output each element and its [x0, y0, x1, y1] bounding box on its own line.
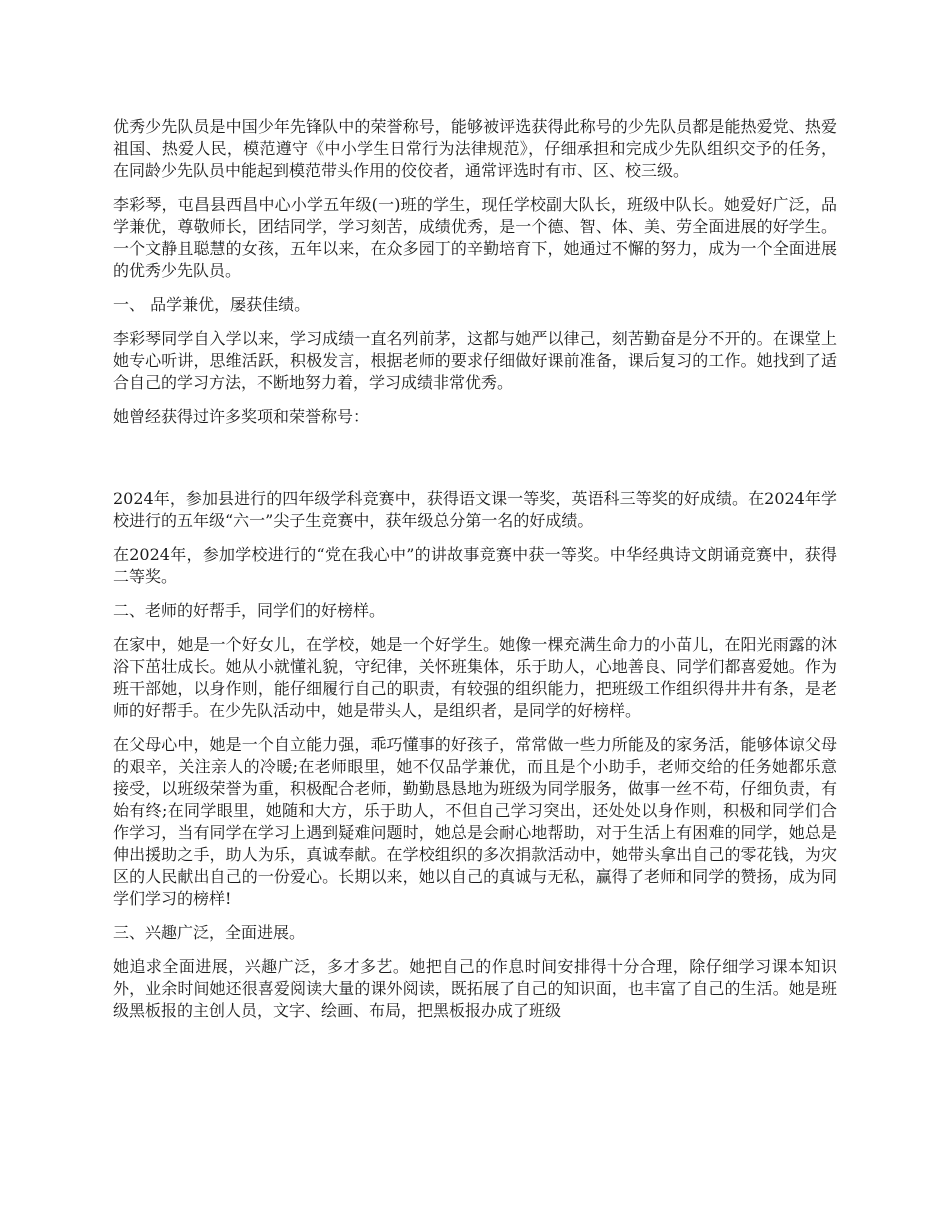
paragraph-award-1: 2024年，参加县进行的四年级学科竞赛中，获得语文课一等奖，英语科三等奖的好成绩。在2024年学校进行的五年级“六一”尖子生竞赛中，获年级总分第一名的好成绩。 [113, 489, 837, 530]
paragraph-study: 李彩琴同学自入学以来，学习成绩一直名列前茅，这都与她严以律己，刻苦勤奋是分不开的。在课堂上她专心听讲，思维活跃，积极发言，根据老师的要求仔细做好课前准备，课后复习的工作。她找到了适合自己的学习方法，不断地努力着，学习成绩非常优秀。 [113, 329, 837, 392]
paragraph-awards-intro: 她曾经获得过许多奖项和荣誉称号： [113, 407, 370, 426]
section-heading-2: 二、老师的好帮手，同学们的好榜样。 [113, 601, 386, 620]
section-heading-1: 一、 品学兼优，屡获佳绩。 [113, 295, 311, 314]
paragraph-profile: 李彩琴，屯昌县西昌中心小学五年级(一)班的学生，现任学校副大队长，班级中队长。她爱好广泛，品学兼优，尊敬师长，团结同学，学习刻苦，成绩优秀，是一个德、智、体、美、劳全面进展的好学生。一个文静且聪慧的女孩，五年以来，在众多园丁的辛勤培育下，她通过不懈的努力，成为一个全面进展的优秀少先队员。 [113, 195, 837, 280]
paragraph-role-model: 在父母心中，她是一个自立能力强，乖巧懂事的好孩子，常常做一些力所能及的家务活，能够体谅父母的艰辛，关注亲人的冷暖;在老师眼里，她不仅品学兼优，而且是个小助手，老师交给的任务她都乐意接受，以班级荣誉为重，积极配合老师，勤勤恳恳地为班级为同学服务，做事一丝不苟，仔细负责，有始有终;在同学眼里，她随和大方，乐于助人，不但自己学习突出，还处处以身作则，积极和同学们合作学习，当有同学在学习上遇到疑难问题时，她总是会耐心地帮助，对于生活上有困难的同学，她总是伸出援助之手，助人为乐，真诚奉献。在学校组织的多次捐款活动中，她带头拿出自己的零花钱，为灾区的人民献出自己的一份爱心。长期以来，她以自己的真诚与无私，赢得了老师和同学的赞扬，成为同学们学习的榜样! [113, 735, 837, 908]
paragraph-intro: 优秀少先队员是中国少年先锋队中的荣誉称号，能够被评选获得此称号的少先队员都是能热爱党、热爱祖国、热爱人民，模范遵守《中小学生日常行为法律规范》，仔细承担和完成少先队组织交予的任务，在同龄少先队员中能起到模范带头作用的佼佼者，通常评选时有市、区、校三级。 [113, 117, 837, 180]
paragraph-award-2: 在2024年，参加学校进行的“党在我心中”的讲故事竞赛中获一等奖。中华经典诗文朗诵竞赛中，获得二等奖。 [113, 545, 837, 586]
section-heading-3: 三、兴趣广泛，全面进展。 [113, 923, 306, 942]
document-body [113, 116, 837, 1034]
blank-gap [113, 440, 837, 488]
paragraph-interests: 她追求全面进展，兴趣广泛，多才多艺。她把自己的作息时间安排得十分合理，除仔细学习课本知识外，业余时间她还很喜爱阅读大量的课外阅读，既拓展了自己的知识面，也丰富了自己的生活。她是班级黑板报的主创人员，文字、绘画、布局，把黑板报办成了班级 [113, 957, 837, 1020]
paragraph-helper: 在家中，她是一个好女儿，在学校，她是一个好学生。她像一棵充满生命力的小苗儿，在阳光雨露的沐浴下茁壮成长。她从小就懂礼貌，守纪律，关怀班集体，乐于助人，心地善良、同学们都喜爱她。作为班干部她，以身作则，能仔细履行自己的职责，有较强的组织能力，把班级工作组织得井井有条，是老师的好帮手。在少先队活动中，她是带头人，是组织者，是同学的好榜样。 [113, 635, 837, 720]
